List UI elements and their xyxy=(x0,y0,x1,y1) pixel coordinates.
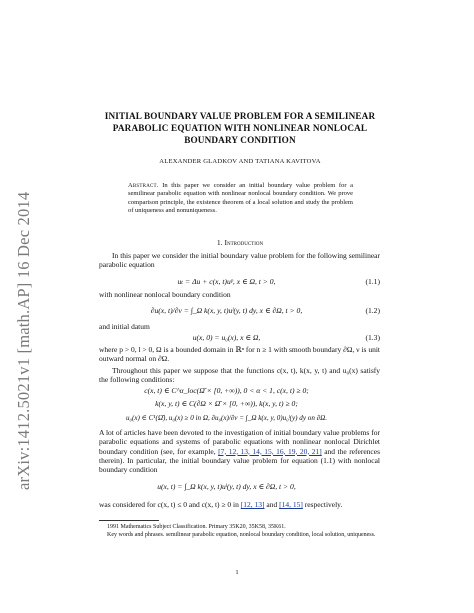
literature-text: A lot of articles have been devoted to the investigation of initial boundary value problems for parabolic equations and systems of parabolic equations with nonlinear nonlocal Dirichlet boundary condition (see, for example, xyxy=(99,428,380,456)
abstract-label: Abstract. xyxy=(128,182,159,189)
equation-number: (1.3) xyxy=(365,333,380,342)
paragraph-intro: In this paper we consider the initial boundary value problem for the following semilinear parabolic equation xyxy=(99,251,380,270)
condition-k xyxy=(99,399,380,413)
considered-text: was considered for c(x, t) ≤ 0 and c(x, t) ≥ 0 in xyxy=(99,500,241,509)
footnote-keywords: Key words and phrases. semilinear parabolic equation, nonlocal boundary condition, local solution, uniqueness. xyxy=(107,531,376,538)
paragraph-boundary: with nonlinear nonlocal boundary condition xyxy=(99,290,231,299)
footnote-msc: 1991 Mathematics Subject Classification. Primary 35K20, 35K58, 35K61. xyxy=(107,524,286,530)
equation-body: ∂u(x, t)/∂ν = ∫_Ω k(x, y, t)uˡ(y, t) dy, x ∈ ∂Ω, t > 0, xyxy=(150,306,303,315)
paragraph-assumptions: Throughout this paper we suppose that the functions c(x, t), k(x, y, t) and u₀(x) satisfy the following conditions: xyxy=(99,366,380,385)
equation-number: (1.1) xyxy=(365,277,380,286)
footnotes xyxy=(99,520,380,539)
citation-link[interactable]: [7, 12, 13, 14, 15, 16, 19, 20, 21] xyxy=(218,446,322,456)
condition-c xyxy=(99,386,380,400)
equation-body: uₜ = Δu + c(x, t)uᵖ, x ∈ Ω, t > 0, xyxy=(177,277,276,286)
paragraph-initial: and initial datum xyxy=(99,322,150,331)
condition-body: c(x, t) ∈ C^α_loc(Ω̄ × [0, +∞)), 0 < α < 1, c(x, t) ≥ 0; xyxy=(144,386,309,395)
equation-1-2 xyxy=(99,306,380,320)
condition-u0 xyxy=(99,413,380,427)
paragraph-domain: where p > 0, l > 0, Ω is a bounded domain in ℝⁿ for n ≥ 1 with smooth boundary ∂Ω, ν is unit outward normal on ∂Ω. xyxy=(99,345,380,364)
footnote-rule xyxy=(99,520,159,521)
considered-text: and xyxy=(264,500,280,509)
citation-link[interactable]: [14, 15] xyxy=(279,500,303,509)
considered-text: respectively. xyxy=(302,500,343,509)
citation-link[interactable]: [12, 13] xyxy=(240,500,265,509)
equation-body: u(x, 0) = u₀(x), x ∈ Ω, xyxy=(192,333,261,342)
abstract xyxy=(128,182,353,216)
author-list: ALEXANDER GLADKOV AND TATIANA KAVITOVA xyxy=(159,158,321,165)
page-number: 1 xyxy=(235,569,239,576)
arxiv-identifier: arXiv:1412.5021v1 [math.AP] 16 Dec 2014 xyxy=(14,191,33,490)
condition-body: k(x, y, t) ∈ C(∂Ω × Ω̄ × [0, +∞)), k(x, y, t) ≥ 0; xyxy=(155,399,298,408)
equation-body: u(x, t) = ∫_Ω k(x, y, t)uˡ(y, t) dy, x ∈ ∂Ω, t > 0, xyxy=(157,482,296,491)
equation-1-1 xyxy=(99,277,380,291)
paragraph-literature xyxy=(99,428,380,474)
section-heading: 1. Introduction xyxy=(216,238,264,247)
condition-body: u₀(x) ∈ C¹(Ω̄), u₀(x) ≥ 0 in Ω, ∂u₀(x)/∂ν = ∫_Ω k(x, y, 0)u₀ˡ(y) dy on ∂Ω. xyxy=(125,414,328,422)
paragraph-considered xyxy=(99,500,380,509)
abstract-text: In this paper we consider an initial boundary value problem for a semilinear parabolic equation with nonlinear nonlocal boundary condition. We prove comparison principle, the existence theorem of a local solution and study the problem of uniqueness and nonuniqueness. xyxy=(128,182,354,215)
equation-nonlocal xyxy=(99,482,380,496)
paper-title: INITIAL BOUNDARY VALUE PROBLEM FOR A SEMILINEAR PARABOLIC EQUATION WITH NONLINEAR NONLOCAL BOUNDARY CONDITION xyxy=(104,111,376,146)
literature-text: and the references therein). In particular, the initial boundary value problem for equation (1.1) with nonlocal boundary condition xyxy=(99,446,380,475)
equation-number: (1.2) xyxy=(365,306,380,315)
